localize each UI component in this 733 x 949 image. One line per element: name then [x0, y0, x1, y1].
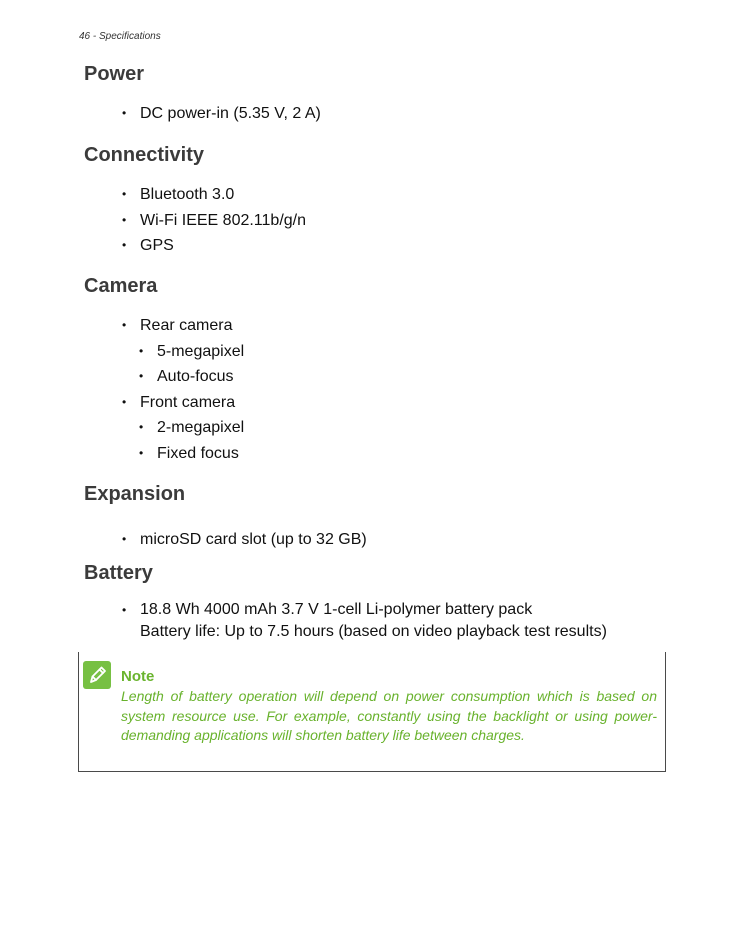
sub-list-item: • 2-megapixel: [84, 415, 244, 441]
list-item-front-camera: • Front camera: [84, 390, 244, 416]
sub-list-item: • Auto-focus: [84, 364, 244, 390]
note-box: [78, 652, 666, 772]
note-title: Note: [121, 668, 155, 685]
page-header: 46 - Specifications: [79, 31, 161, 42]
section-power: [84, 62, 321, 127]
section-camera: [84, 274, 244, 467]
section-title-connectivity: Connectivity: [84, 144, 205, 166]
list-item: • microSD card slot (up to 32 GB): [84, 527, 367, 553]
camera-list: [84, 313, 244, 467]
sub-list-item: • Fixed focus: [84, 441, 244, 467]
section-title-power: Power: [84, 63, 145, 85]
section-connectivity: [84, 143, 306, 259]
list-item: • GPS: [84, 233, 306, 259]
list-item-rear-camera: • Rear camera: [84, 313, 244, 339]
list-item: • Wi-Fi IEEE 802.11b/g/n: [84, 208, 306, 234]
battery-list: [84, 599, 607, 643]
list-item: [84, 599, 607, 643]
connectivity-list: [84, 182, 306, 259]
section-title-expansion: Expansion: [84, 483, 186, 505]
battery-life: Battery life: Up to 7.5 hours (based on video playback test results): [140, 623, 607, 640]
section-battery: [84, 561, 607, 643]
expansion-list: [84, 527, 367, 553]
sub-list-item: • 5-megapixel: [84, 339, 244, 365]
section-title-camera: Camera: [84, 275, 158, 297]
list-item: • DC power-in (5.35 V, 2 A): [84, 101, 321, 127]
battery-spec: • 18.8 Wh 4000 mAh 3.7 V 1-cell Li-polymer battery pack: [140, 601, 533, 618]
section-title-battery: Battery: [84, 562, 153, 584]
section-expansion: [84, 482, 367, 553]
power-list: [84, 101, 321, 127]
note-text: Length of battery operation will depend on power consumption which is based on system resource use. For example, constantly using the backlight or using power-demanding applications will shorten battery life between charges.: [121, 688, 657, 743]
pencil-icon: [83, 661, 111, 689]
list-item: • Bluetooth 3.0: [84, 182, 306, 208]
